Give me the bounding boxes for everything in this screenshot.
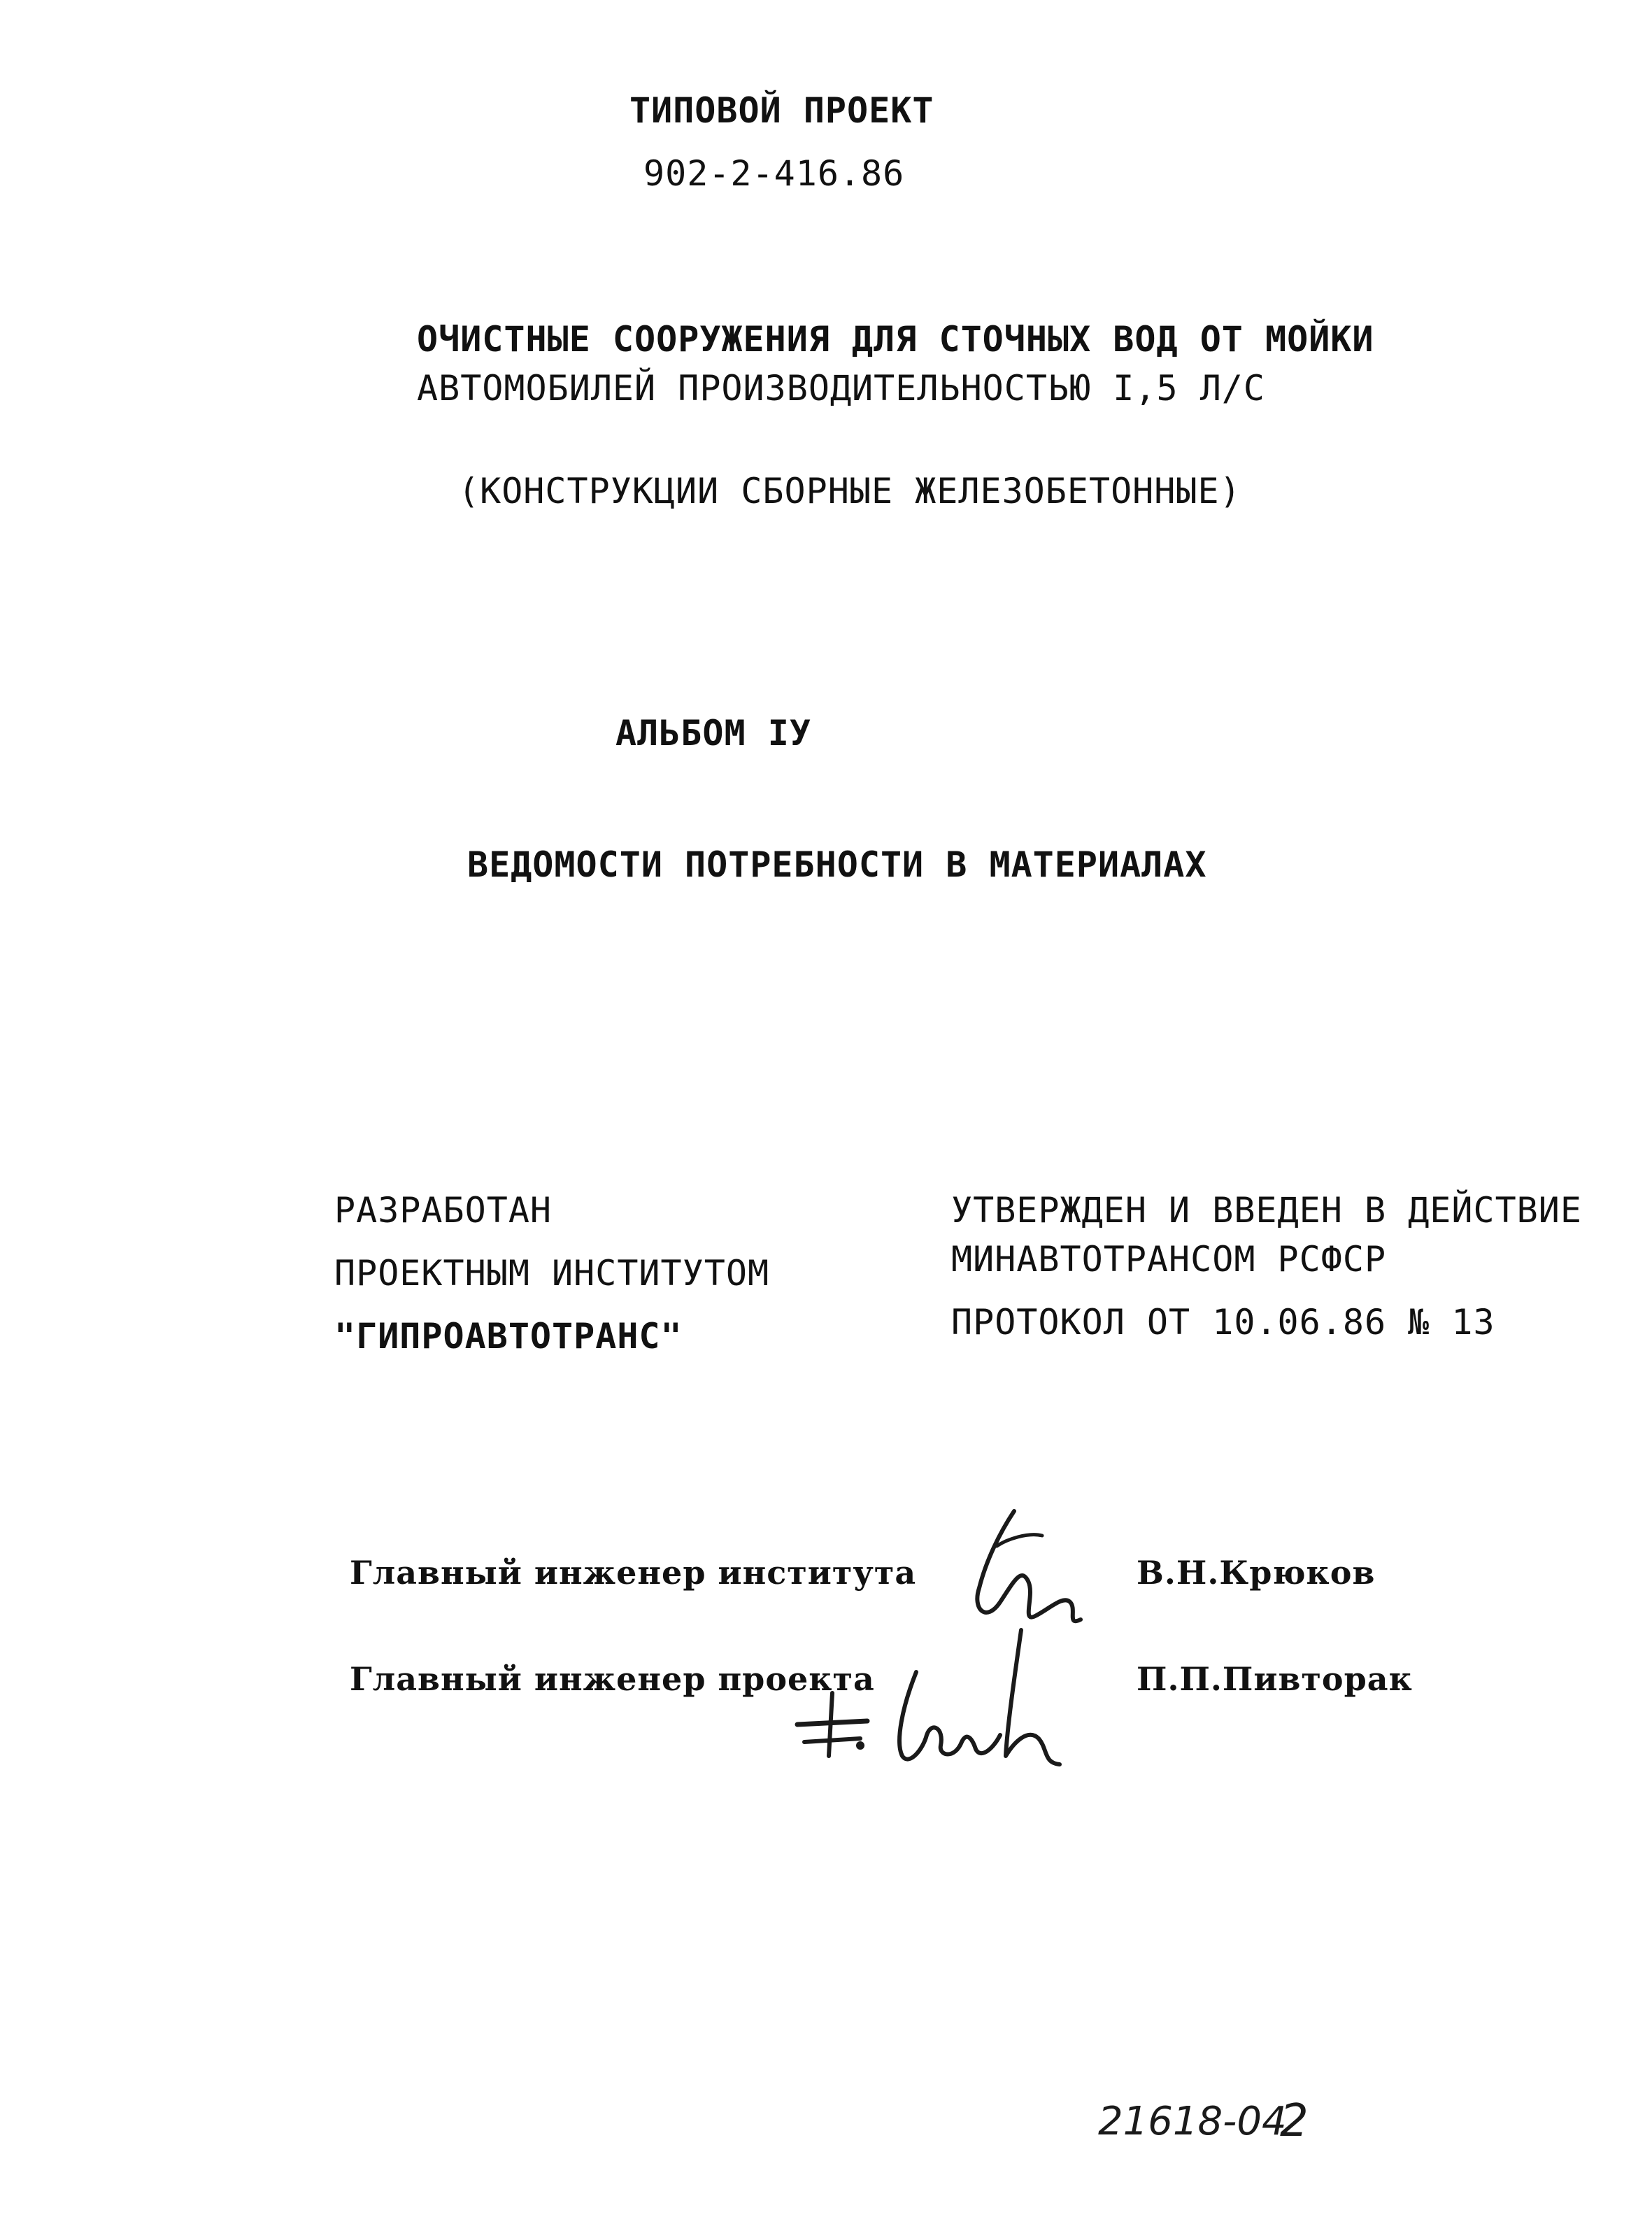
signature-role-chief-engineer-project: Главный инженер проекта (350, 1660, 875, 1698)
developer-line-3: "ГИПРОАВТОТРАНС" (334, 1316, 683, 1357)
handwritten-signature-2 (783, 1616, 1105, 1798)
signature-role-chief-engineer-institute: Главный инженер института (350, 1554, 917, 1592)
approval-line-1: УТВЕРЖДЕН И ВВЕДЕН В ДЕЙСТВИЕ (951, 1190, 1582, 1231)
album-description: ВЕДОМОСТИ ПОТРЕБНОСТИ В МАТЕРИАЛАХ (467, 844, 1207, 885)
approval-line-3: ПРОТОКОЛ ОТ 10.06.86 № 13 (951, 1302, 1495, 1343)
doc-number: 902-2-416.86 (643, 153, 905, 194)
title-line-1: ОЧИСТНЫЕ СООРУЖЕНИЯ ДЛЯ СТОЧНЫХ ВОД ОТ МОЙКИ (417, 319, 1374, 360)
title-subtitle: (КОНСТРУКЦИИ СБОРНЫЕ ЖЕЛЕЗОБЕТОННЫЕ) (458, 471, 1241, 511)
page-number: 2 (1280, 2095, 1309, 2147)
signature-name-chief-engineer-project: П.П.Пивторак (1137, 1660, 1413, 1698)
developer-line-1: РАЗРАБОТАН (334, 1190, 553, 1231)
signature-name-chief-engineer-institute: В.Н.Крюков (1137, 1554, 1376, 1592)
inventory-number: 21618-04 (1098, 2099, 1287, 2144)
doc-type: ТИПОВОЙ ПРОЕКТ (629, 90, 934, 131)
approval-line-2: МИНАВТОТРАНСОМ РСФСР (951, 1239, 1387, 1280)
developer-line-2: ПРОЕКТНЫМ ИНСТИТУТОМ (334, 1253, 770, 1294)
album-label: АЛЬБОМ IУ (615, 713, 811, 753)
title-line-2: АВТОМОБИЛЕЙ ПРОИЗВОДИТЕЛЬНОСТЬЮ I,5 Л/С (417, 368, 1265, 409)
